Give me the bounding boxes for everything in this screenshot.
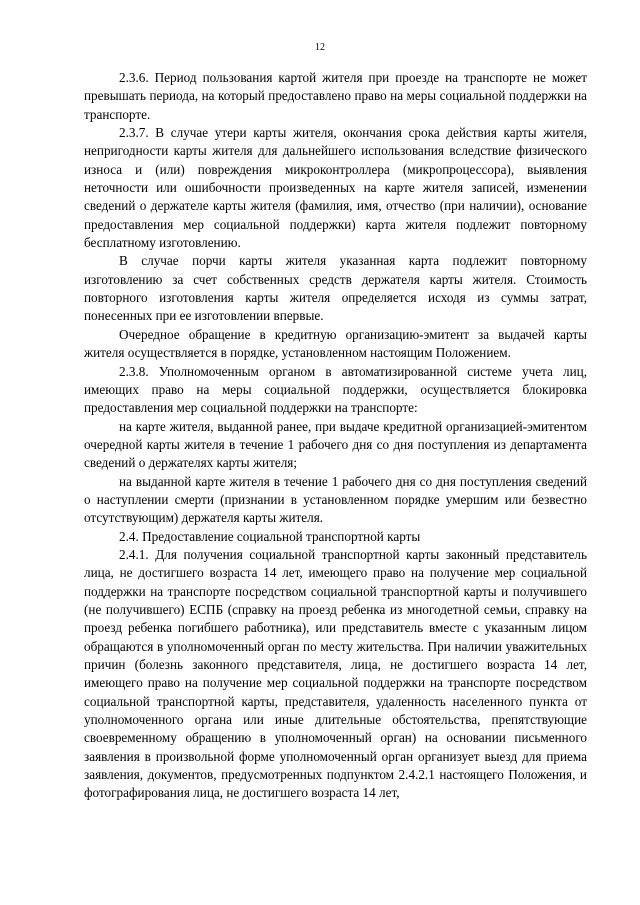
- page-number: 12: [315, 42, 325, 53]
- paragraph-blocking-death: на выданной карте жителя в течение 1 рабочего дня со дня поступления сведений о наступлении смерти (признании в установленном порядке умершим или безвестно отсутствующим) держателя карты жителя.: [84, 473, 587, 526]
- paragraph-2-4-1: 2.4.1. Для получения социальной транспортной карты законный представитель лица, не достигшего возраста 14 лет, имеющего право на получение мер социальной поддержки на транспорте посредством социальной транспортной карты и получившего (не получившего) ЕСПБ (справку на проезд ребенка из многодетной семьи, справку на проезд ребенка погибшего работника), или представитель вместе с указанным лицом обращаются в уполномоченный орган по месту жительства. При наличии уважительных причин (болезнь законного представителя, лица, не достигшего возраста 14 лет, имеющего право на получение мер социальной поддержки на транспорте посредством социальной транспортной карты, представителя, удаленность населенного пункта от уполномоченного органа или иные длительные обстоятельства, препятствующие своевременному обращению в уполномоченный орган) на основании письменного заявления в произвольной форме уполномоченный орган организует выезд для приема заявления, документов, предусмотренных подпунктом 2.4.2.1 настоящего Положения, и фотографирования лица, не достигшего возраста 14 лет,: [84, 546, 587, 801]
- paragraph-repeat-request: Очередное обращение в кредитную организацию-эмитент за выдачей карты жителя осуществляется в порядке, установленном настоящим Положением.: [84, 326, 587, 361]
- document-body: [84, 69, 587, 803]
- paragraph-2-3-7: 2.3.7. В случае утери карты жителя, окончания срока действия карты жителя, непригодности карты жителя для дальнейшего использования вследствие физического износа и (или) повреждения микроконтроллера (микропроцессора), выявления неточности или ошибочности произведенных на карте жителя записей, изменении сведений о держателе карты жителя (фамилия, имя, отчество (при наличии), основание предоставления мер социальной поддержки) карта жителя подлежит повторному бесплатному изготовлению.: [84, 125, 587, 251]
- paragraph-card-damage: В случае порчи карты жителя указанная карта подлежит повторному изготовлению за счет собственных средств держателя карты жителя. Стоимость повторного изготовления карты жителя определяется исходя из суммы затрат, понесенных при ее изготовлении впервые.: [84, 253, 587, 324]
- paragraph-2-3-8: 2.3.8. Уполномоченным органом в автоматизированной системе учета лиц, имеющих право на меры социальной поддержки, осуществляется блокировка предоставления мер социальной поддержки на транспорте:: [84, 363, 587, 416]
- section-heading-2-4: 2.4. Предоставление социальной транспортной карты: [119, 528, 421, 544]
- paragraph-blocking-previous-card: на карте жителя, выданной ранее, при выдаче кредитной организацией-эмитентом очередной карты жителя в течение 1 рабочего дня со дня поступления из департамента сведений о держателях карты жителя;: [84, 418, 587, 471]
- paragraph-2-3-6: 2.3.6. Период пользования картой жителя при проезде на транспорте не может превышать периода, на который предоставлено право на меры социальной поддержки на транспорте.: [84, 70, 587, 122]
